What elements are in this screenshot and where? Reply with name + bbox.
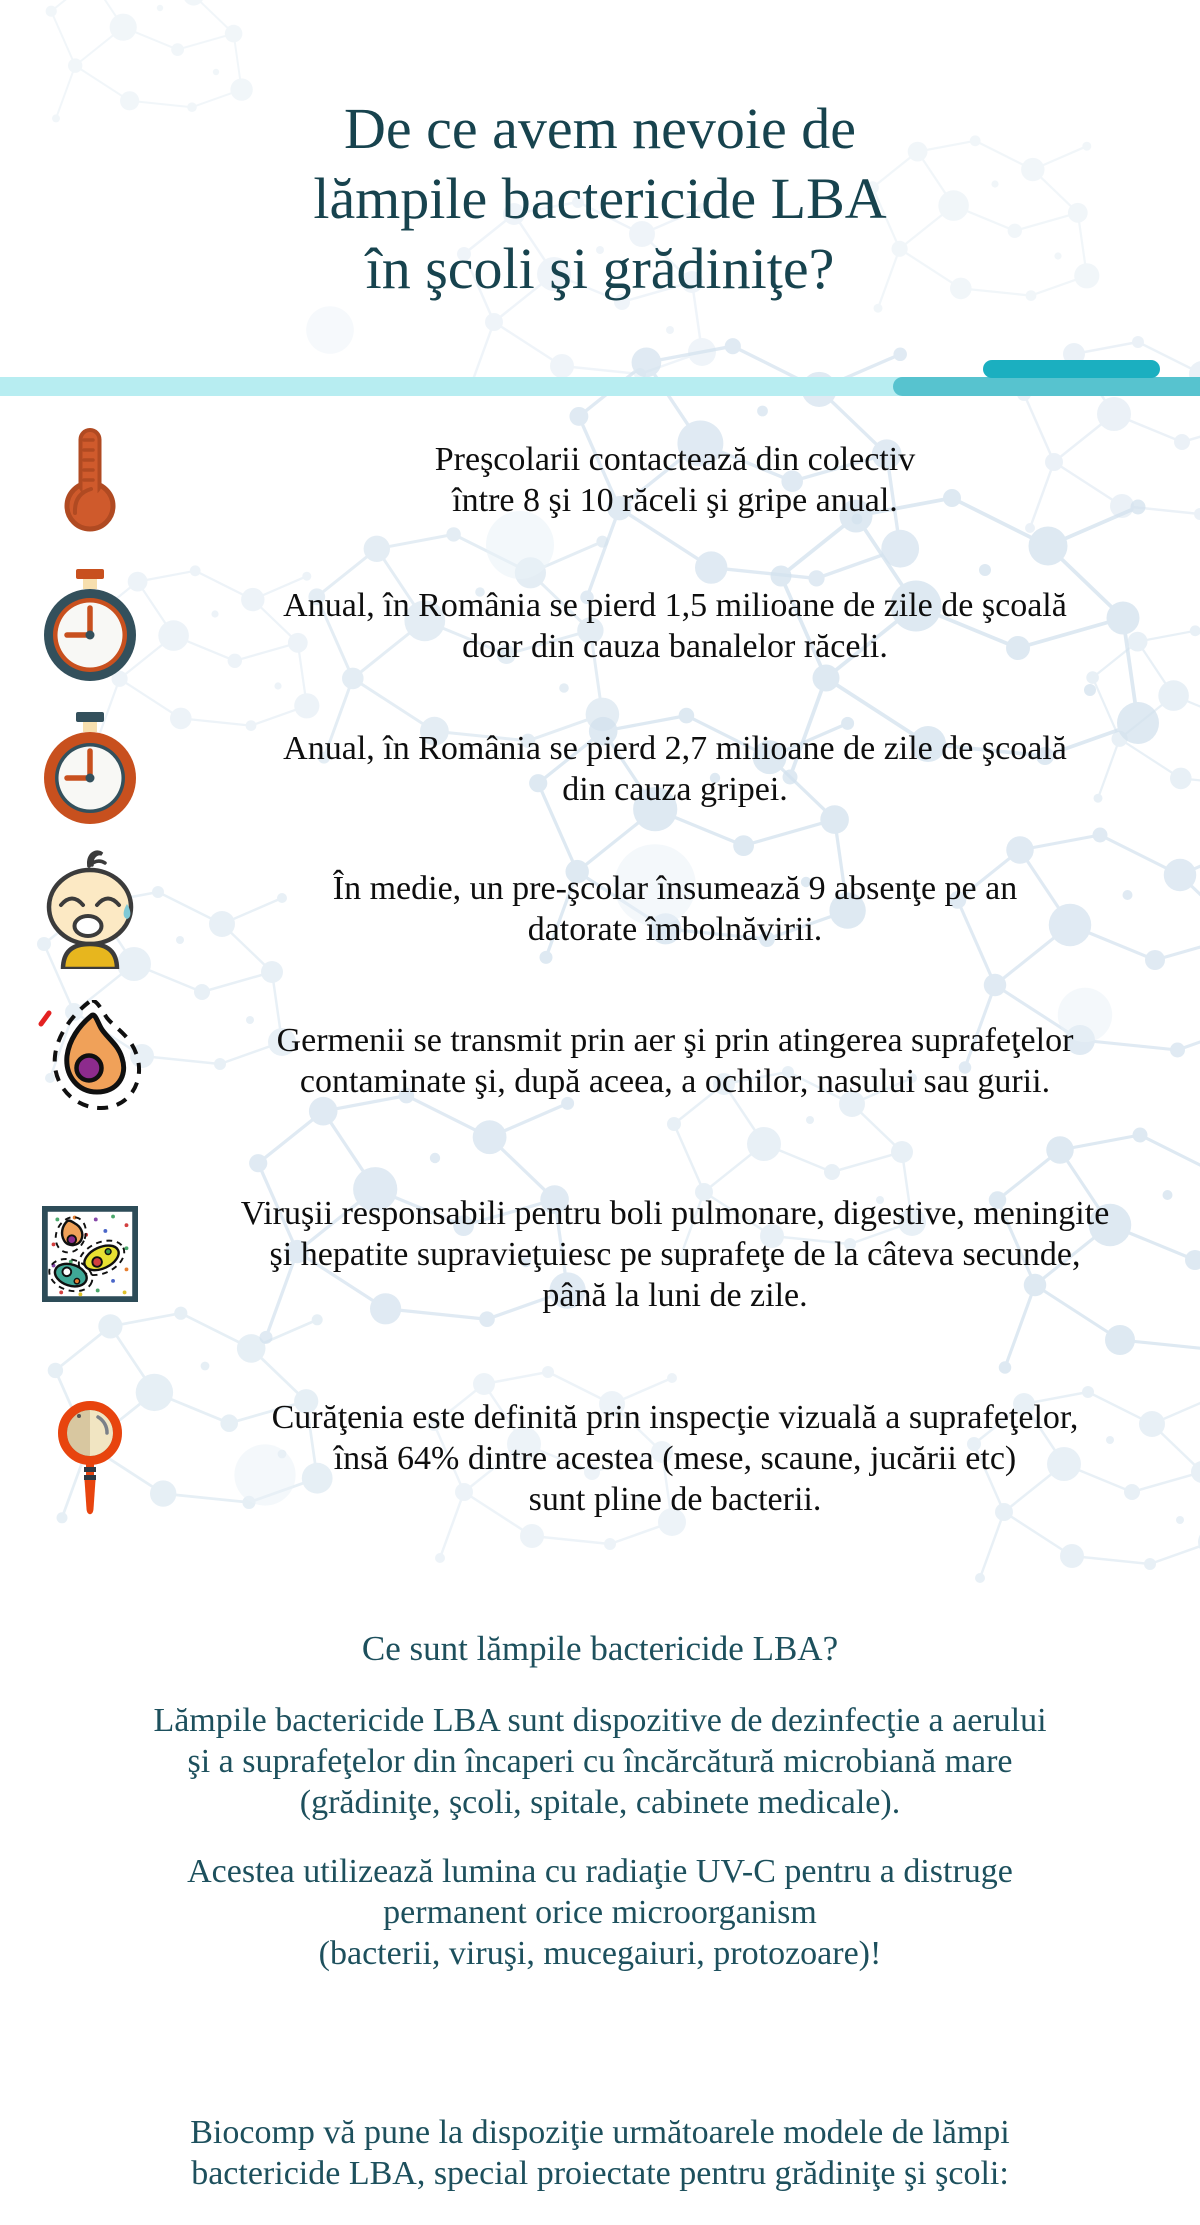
section-heading: Ce sunt lămpile bactericide LBA? <box>361 1629 839 1668</box>
fact-text <box>160 1020 1190 1102</box>
fact-line: doar din cauza banalelor răceli. <box>462 628 888 665</box>
paragraph-line: Biocomp vă pune la dispoziţie următoarele modele de lămpi <box>190 2114 1010 2151</box>
paragraph-line: (bacterii, viruşi, mucegaiuri, protozoare)! <box>318 1935 882 1972</box>
microbes-box-icon <box>20 1206 160 1302</box>
fact-text <box>160 1193 1190 1316</box>
about-paragraph-1 <box>0 1700 1200 1823</box>
fact-row-absences <box>20 845 1190 973</box>
fact-line: În medie, un pre-şcolar însumează 9 absenţe pe an <box>332 870 1018 907</box>
fact-text <box>160 1397 1190 1520</box>
fact-line: Viruşii responsabili pentru boli pulmonare, digestive, meningite <box>240 1194 1110 1232</box>
divider-bar-dark <box>983 360 1160 378</box>
paragraph-line: permanent orice microorganism <box>383 1894 817 1931</box>
divider-bar-light <box>0 377 920 396</box>
fact-row-school-days-flu <box>20 705 1190 833</box>
fact-text <box>160 868 1190 950</box>
magnifier-icon <box>20 1397 160 1519</box>
title-line-2: lămpile bactericide LBA <box>313 166 887 231</box>
title-line-1: De ce avem nevoie de <box>343 96 857 161</box>
fact-line: însă 64% dintre acestea (mese, scaune, jucării etc) <box>333 1439 1017 1477</box>
fact-row-colds <box>20 415 1190 545</box>
fact-line: între 8 şi 10 răceli şi gripe anual. <box>452 482 898 519</box>
fact-line: Anual, în România se pierd 1,5 milioane de zile de şcoală <box>283 587 1067 624</box>
fact-row-viruses <box>20 1190 1190 1318</box>
paragraph-line: Lămpile bactericide LBA sunt dispozitive de dezinfecţie a aerului <box>153 1702 1047 1739</box>
fact-row-school-days-colds <box>20 562 1190 690</box>
paragraph-line: (grădiniţe, şcoli, spitale, cabinete medicale). <box>299 1784 901 1821</box>
thermometer-icon <box>20 427 160 534</box>
fact-text <box>160 585 1190 667</box>
fact-line: până la luni de zile. <box>542 1276 808 1314</box>
crying-baby-icon <box>20 849 160 969</box>
fact-line: sunt pline de bacterii. <box>528 1480 822 1518</box>
fact-line: Curăţenia este definită prin inspecţie vizuală a suprafeţelor, <box>271 1398 1079 1436</box>
stopwatch-icon <box>20 712 160 826</box>
fact-line: contaminate şi, după aceea, a ochilor, nasului sau gurii. <box>299 1063 1051 1100</box>
fact-line: Germenii se transmit prin aer şi prin atingerea suprafeţelor <box>276 1022 1074 1059</box>
fact-text <box>160 439 1190 521</box>
models-intro-text <box>0 2112 1200 2194</box>
fact-row-germs <box>20 998 1190 1124</box>
fact-line: Preşcolarii contactează din colectiv <box>434 441 916 478</box>
fact-line: datorate îmbolnăvirii. <box>527 911 823 948</box>
fact-line: din cauza gripei. <box>562 771 788 808</box>
fact-line: şi hepatite supravieţuiesc pe suprafeţe de la câteva secunde, <box>269 1235 1081 1273</box>
about-paragraph-2 <box>0 1851 1200 1974</box>
divider-bar-medium <box>893 377 1200 396</box>
paragraph-line: bactericide LBA, special proiectate pentru grădiniţe şi şcoli: <box>191 2155 1009 2192</box>
fact-row-cleanliness <box>20 1390 1190 1526</box>
paragraph-line: şi a suprafeţelor din încaperi cu încărcătură microbiană mare <box>187 1743 1013 1780</box>
fact-text <box>160 728 1190 810</box>
fact-line: Anual, în România se pierd 2,7 milioane de zile de şcoală <box>283 730 1067 767</box>
germ-icon <box>20 1000 160 1122</box>
stopwatch-icon <box>20 569 160 683</box>
paragraph-line: Acestea utilizează lumina cu radiaţie UV-C pentru a distruge <box>187 1853 1013 1890</box>
title-line-3: în şcoli şi grădiniţe? <box>365 236 835 301</box>
page-title <box>0 94 1200 304</box>
